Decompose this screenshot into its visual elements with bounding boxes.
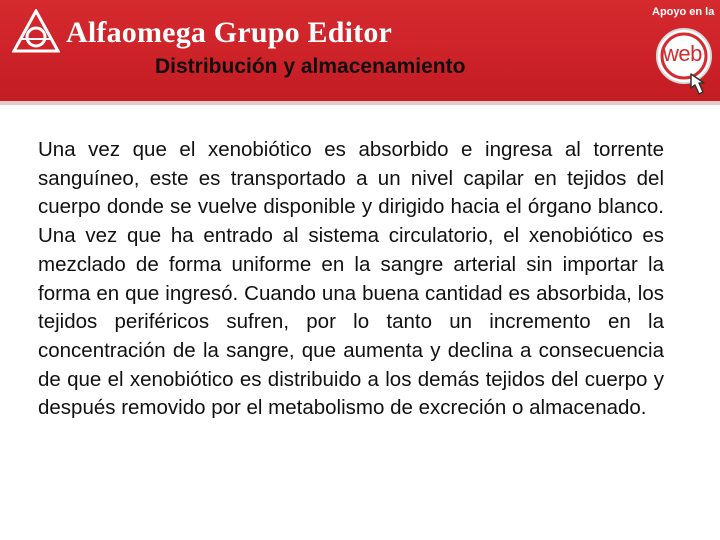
header-banner	[0, 0, 720, 105]
web-badge-word: web	[663, 41, 702, 66]
brand-name: Alfaomega Grupo Editor	[66, 16, 393, 49]
web-badge-caption: Apoyo en la	[652, 6, 715, 18]
header-divider	[0, 101, 720, 105]
alfaomega-logo-icon	[12, 9, 60, 53]
body-paragraph: Una vez que el xenobiótico es absorbido e ingresa al torrente sanguíneo, este es transportado a un nivel capilar en tejidos del cuerpo donde se vuelve disponible y dirigido hacia el órgano blanco. Una vez que ha entrado al sistema circulatorio, el xenobiótico es mezclado de forma uniforme en la sangre arterial sin importar la forma en que ingresó. Cuando una buena cantidad es absorbida, los tejidos periféricos sufren, por lo tanto un incremento en la concentración de la sangre, que aumenta y declina a consecuencia de que el xenobiótico es distribuido a los demás tejidos del cuerpo y después removido por el metabolismo de excreción o almacenado.	[38, 138, 664, 420]
page-title: Distribución y almacenamiento	[155, 55, 466, 78]
